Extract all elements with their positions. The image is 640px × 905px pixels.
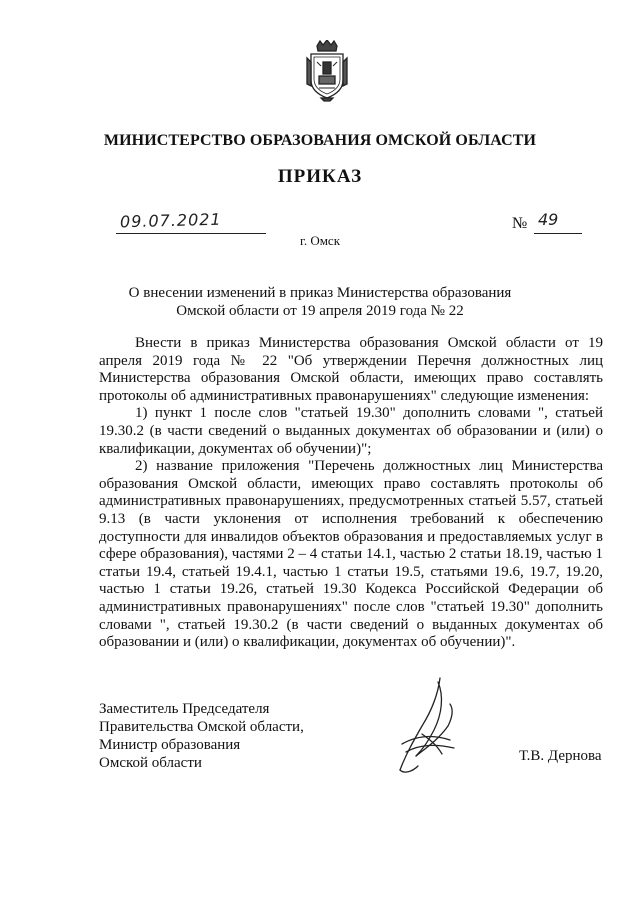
omsk-coat-of-arms-icon	[303, 40, 351, 102]
body-intro-paragraph: Внести в приказ Министерства образования Омской области от 19 апреля 2019 года № 22 "Об утверждении Перечня должностных лиц Министерства образования Омской области, имеющих право составлять протоколы об административных правонарушениях" следующие изменения:	[99, 335, 603, 404]
body-item-2: 2) название приложения "Перечень должностных лиц Министерства образования Омской области, имеющих право составлять протоколы об административных правонарушениях, предусмотренных статьей 5.57, статьей 9.13 (в части уклонения от исполнения требований к обеспечению доступности для инвалидов объектов образования и предоставляемых услуг в сфере образования), частями 2 – 4 статьи 14.1, частью 2 статьи 18.19, частью 1 статьи 19.4, статьей 19.4.1, частью 1 статьи 19.5, статьями 19.6, 19.7, 19.20, частью 1 статьи 19.26, статьей 19.30 Кодекса Российской Федерации об административных правонарушениях" после слов "статьей 19.30" дополнить словами ", статьей 19.30.2 (в части сведений о выданных документах об образовании и (или) о квалификации, документах об обучении)".	[99, 458, 603, 651]
order-body	[99, 335, 603, 652]
order-number: 49	[538, 210, 559, 229]
order-date: 09.07.2021	[119, 209, 222, 232]
position-line: Правительства Омской области,	[99, 719, 304, 735]
document-title: ПРИКАЗ	[277, 166, 363, 187]
signer-name: Т.В. Дернова	[519, 748, 602, 764]
body-item-1: 1) пункт 1 после слов "статьей 19.30" дополнить словами ", статьей 19.30.2 (в части сведений о выданных документах об образовании и (или) о квалификации, документах об обучении)";	[99, 405, 603, 457]
order-subject	[0, 284, 640, 320]
handwritten-signature	[392, 674, 462, 784]
position-line: Омской области	[99, 755, 202, 771]
position-line: Заместитель Председателя	[99, 701, 270, 717]
subject-line: О внесении изменений в приказ Министерства образования	[128, 285, 512, 301]
signer-position	[99, 700, 304, 772]
position-line: Министр образования	[99, 737, 241, 753]
city-label: г. Омск	[299, 233, 341, 248]
subject-line: Омской области от 19 апреля 2019 года № 22	[176, 303, 464, 319]
number-sign: №	[512, 215, 528, 232]
ministry-name: МИНИСТЕРСТВО ОБРАЗОВАНИЯ ОМСКОЙ ОБЛАСТИ	[103, 132, 537, 149]
